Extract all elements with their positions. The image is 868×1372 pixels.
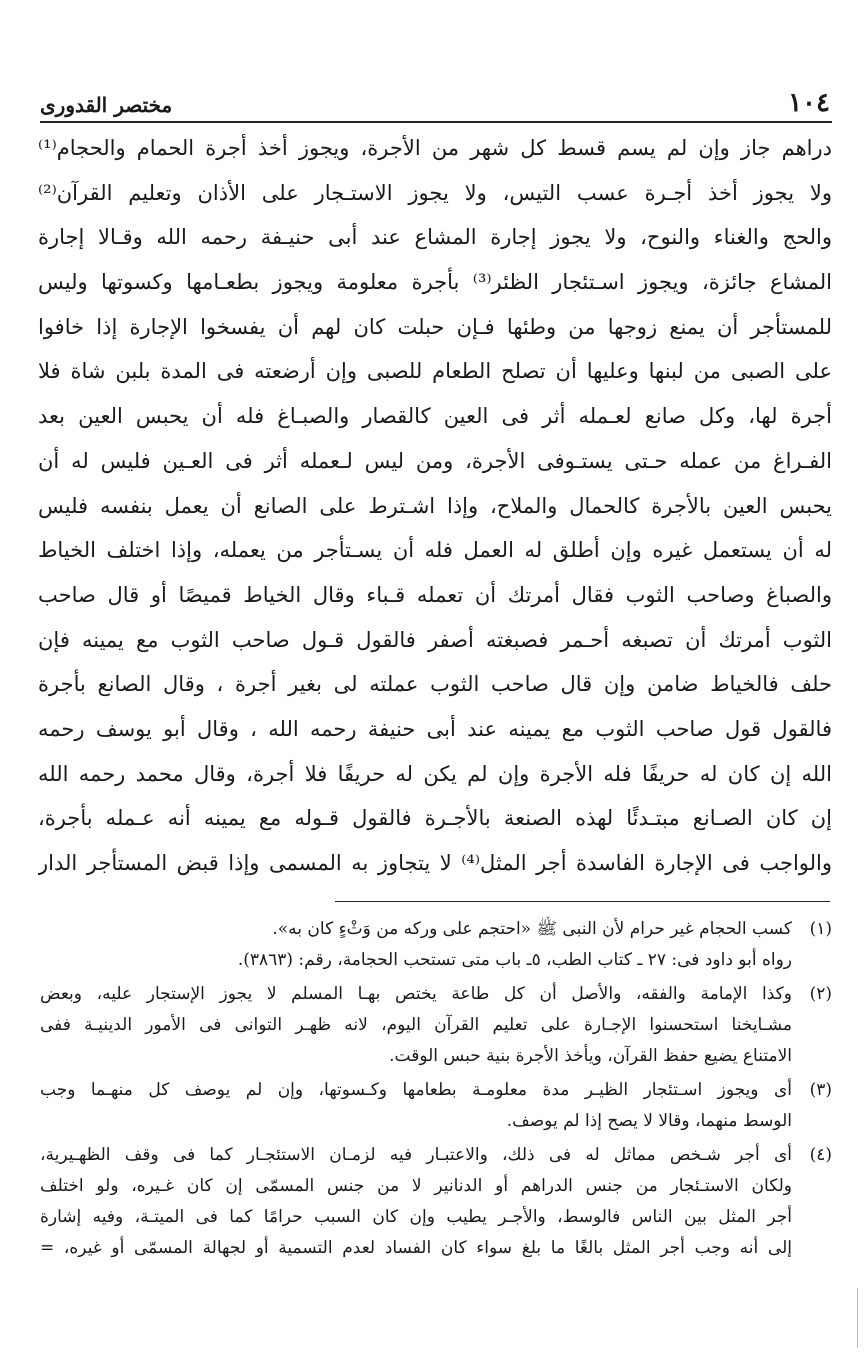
footnote-line: الامتناع يضيع حفظ القرآن، ويأخذ الأجرة بنية حبس الوقت.: [389, 1046, 792, 1066]
footnote-number: (٢): [809, 984, 832, 1004]
footnote-line: الوسط منهما، وقالا لا يصح إذا لم يوصف.: [506, 1111, 792, 1131]
main-text: [38, 126, 832, 886]
book-title: مختصر القدورى: [40, 93, 173, 117]
footnote-line: أى ويجوز اسـتئجار الظيـر مدة معلومـة بطعامها وكـسوتها، وإن لم يوصف كل منهـما وجب: [40, 1080, 792, 1100]
text-line: المشاع جائزة، ويجوز اسـتئجار الظئر⁽³⁾ بأجرة معلومة ويجوز بطعـامها وكسوتها وليس: [38, 270, 832, 295]
text-line: للمستأجر أن يمنع زوجها من وطئها فـإن حبلت كان لهم أن يفسخوا الإجارة إذا خافوا: [38, 314, 832, 339]
text-line: له أن يستعمل غيره وإن أطلق له العمل فله أن يسـتأجر من يعمله، وإذا اختلف الخياط: [38, 538, 832, 563]
text-line: دراهم جاز وإن لم يسم قسط كل شهر من الأجرة، ويجوز أخذ أجرة الحمام والحجام⁽¹⁾: [38, 136, 832, 160]
footnote-1: [40, 914, 832, 976]
footnote-4: [40, 1140, 832, 1264]
footnote-divider: [335, 901, 830, 902]
footnote-line: وكذا الإمامة والفقه، والأصل أن كل طاعة يختص بهـا المسلم لا يجوز الإستجار عليه، وبعض: [40, 984, 792, 1004]
text-line: يحبس العين بالأجرة كالحمال والملاح، وإذا اشـترط على الصانع أن يعمل بنفسه فليس: [38, 493, 832, 518]
text-line: الله إن كان له حريفًا فله الأجرة وإن لم يكن له حريفًا فلا أجرة، وقال محمد رحمه الله: [38, 761, 832, 786]
text-line: إن كان الصـانع مبتـدئًا لهذه الصنعة بالأجـرة فالقول قـوله مع يمينه أنه عـمله بأجرة،: [38, 806, 832, 831]
footnote-line: أى أجر شـخص مماثل له فى ذلك، والاعتبـار فيه لزمـان الاستئجـار كما فى وقف الظهـيرية،: [40, 1145, 792, 1165]
page-header: [40, 84, 830, 118]
text-line: الفـراغ من عمله حـتى يستـوفى الأجرة، ومن ليس لـعمله أثر فى العـين فليس له أن: [38, 448, 832, 473]
text-line: حلف فالخياط ضامن وإن قال صاحب الثوب عملته لى بغير أجرة ، وقال الصانع بأجرة: [38, 672, 832, 697]
footnote-line: كسب الحجام غير حرام لأن النبى ﷺ «احتجم على وركه من وَثْءٍ كان به».: [272, 919, 792, 939]
footnote-line: إلى أنه وجب أجر المثل بالغًا ما بلغ سواء كان الفساد لعدم التسمية أو لجهالة المسمّى أو غيره، =: [40, 1238, 792, 1258]
text-line: والصباغ وصاحب الثوب فقال أمرتك أن تعمله قـباء وقال الخياط قميصًا أو قال صاحب: [38, 582, 832, 607]
header-divider: [40, 121, 832, 123]
footnote-number: (٣): [809, 1080, 832, 1100]
page-number: ١٠٤: [788, 88, 830, 118]
footnote-number: (١): [809, 919, 832, 939]
text-line: والواجب فى الإجارة الفاسدة أجر المثل⁽⁴⁾ لا يتجاوز به المسمى وإذا قبض المستأجر الدار: [38, 851, 832, 875]
footnote-line: ولكان الاستـئجار من جنس الدراهم أو الدنانير لا من جنس المسمّى إن كان غـيره، ولو اختلف: [40, 1176, 792, 1196]
scan-margin-mark: [849, 1288, 858, 1348]
footnote-2: [40, 979, 832, 1072]
text-line: ولا يجوز أخذ أجـرة عسب التيس، ولا يجوز الاستـجار على الأذان وتعليم القرآن⁽²⁾: [38, 180, 832, 205]
text-line: الثوب أمرتك أن تصبغه أحـمر فصبغته أصفر فالقول قـول صاحب الثوب مع يمينه فإن: [38, 627, 832, 652]
footnote-line: رواه أبو داود فى: ٢٧ ـ كتاب الطب، ٥ـ باب متى تستحب الحجامة، رقم: (٣٨٦٣).: [237, 950, 792, 970]
text-line: أجرة لها، وكل صانع لعـمله أثر فى العين كالقصار والصبـاغ فله أن يحبس العين بعد: [38, 404, 832, 429]
footnote-line: مشـايخنا استحسنوا الإجـارة على تعليم القرآن اليوم، لانه ظهـر التوانى فى الأمور الدينيـة ففى: [40, 1015, 792, 1035]
text-line: والحج والغناء والنوح، ولا يجوز إجارة المشاع عند أبى حنيـفة رحمه الله وقـالا إجارة: [38, 225, 832, 250]
footnote-number: (٤): [809, 1145, 832, 1165]
text-line: فالقول قول صاحب الثوب مع يمينه عند أبى حنيفة رحمه الله ، وقال أبو يوسف رحمه: [38, 716, 832, 741]
footnotes: [40, 914, 832, 1267]
footnote-3: [40, 1075, 832, 1137]
text-line: على الصبى من لبنها وعليها أن تصلح الطعام للصبى وإن أرضعته فى المدة بلبن شاة فلا: [38, 359, 832, 384]
footnote-line: أجر المثل بين الناس فالوسط، والأجـر يطيب وإن كان السبب حرامًا كما فى الميتـة، وفيه إشارة: [40, 1207, 792, 1227]
